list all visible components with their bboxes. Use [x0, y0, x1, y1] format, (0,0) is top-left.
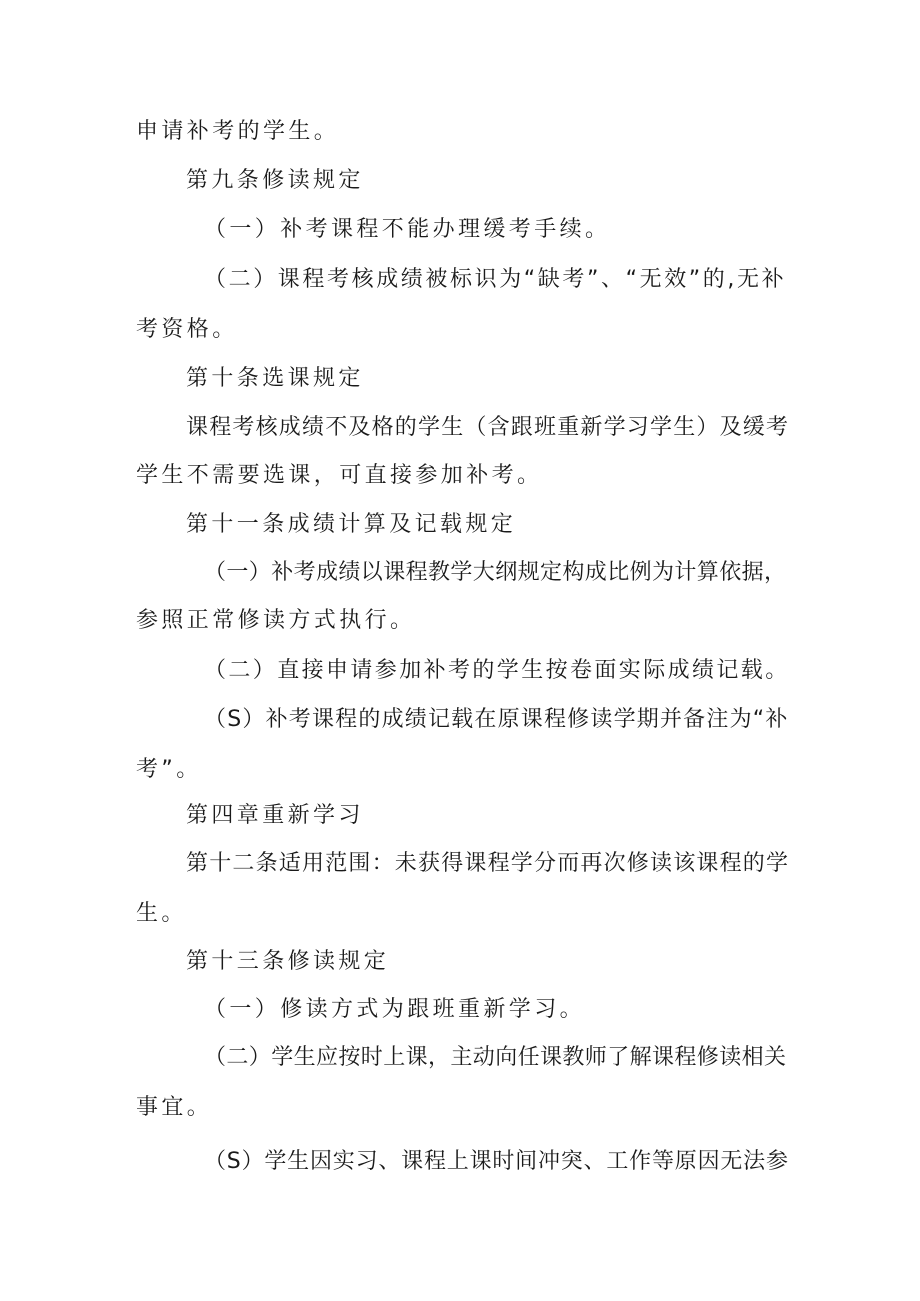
paragraph-line: （二）学生应按时上课，主动向任课教师了解课程修读相关 [204, 1045, 787, 1070]
article-heading: 第九条修读规定 [186, 168, 364, 193]
paragraph-line: 课程考核成绩不及格的学生（含跟班重新学习学生）及缓考 [186, 415, 790, 440]
paragraph-line: （一）补考课程不能办理缓考手续。 [204, 217, 611, 242]
paragraph-line: 考”。 [136, 757, 202, 782]
article-heading: 第十一条成绩计算及记载规定 [186, 512, 517, 537]
paragraph-line: （一）修读方式为跟班重新学习。 [204, 997, 586, 1022]
paragraph-line: 生。 [136, 901, 187, 926]
article-heading: 第十三条修读规定 [186, 949, 390, 974]
paragraph-line: （一）补考成绩以课程教学大纲规定构成比例为计算依据， [204, 560, 787, 585]
paragraph-line: 考资格。 [136, 317, 238, 342]
paragraph-line: 参照正常修读方式执行。 [136, 608, 416, 633]
chapter-heading: 第四章重新学习 [186, 803, 364, 828]
paragraph-line: 事宜。 [136, 1095, 213, 1120]
paragraph-line: （S）学生因实习、课程上课时间冲突、工作等原因无法参 [204, 1149, 789, 1174]
article-heading: 第十二条适用范围：未获得课程学分而再次修读该课程的学 [186, 851, 790, 876]
paragraph-line: 学生不需要选课，可直接参加补考。 [136, 463, 543, 488]
paragraph-line: （二）课程考核成绩被标识为“缺考”、“无效”的,无补 [204, 267, 787, 292]
paragraph-line: （S）补考课程的成绩记载在原课程修读学期并备注为“补 [204, 707, 789, 732]
paragraph-line: 申请补考的学生。 [136, 119, 340, 144]
article-heading: 第十条选课规定 [186, 366, 364, 391]
paragraph-line: （二）直接申请参加补考的学生按卷面实际成绩记载。 [204, 658, 790, 683]
